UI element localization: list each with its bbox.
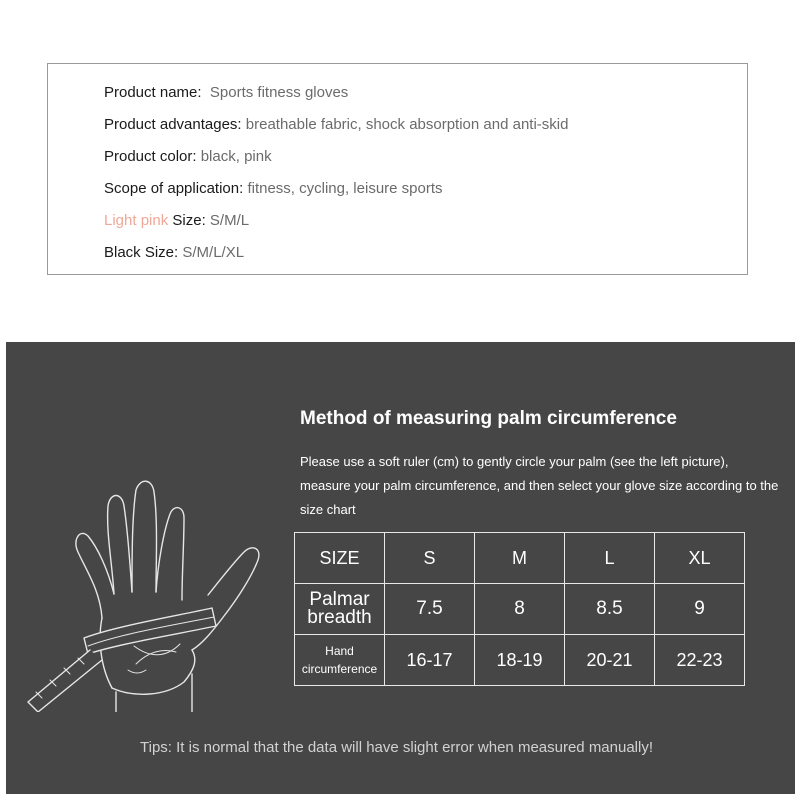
size-header-cell: M bbox=[475, 533, 565, 584]
product-advantages-row bbox=[104, 116, 568, 133]
table-cell: 9 bbox=[655, 584, 745, 635]
product-advantages-label: Product advantages: bbox=[104, 116, 242, 133]
pink-size-color-label: Light pink bbox=[104, 212, 169, 229]
size-header-cell: L bbox=[565, 533, 655, 584]
palmar-breadth-row bbox=[295, 584, 745, 635]
table-cell: 8.5 bbox=[565, 584, 655, 635]
scope-value: fitness, cycling, leisure sports bbox=[247, 180, 443, 197]
black-size-row bbox=[104, 244, 244, 261]
table-cell: 7.5 bbox=[385, 584, 475, 635]
table-cell: 20-21 bbox=[565, 635, 655, 686]
product-name-value: Sports fitness gloves bbox=[209, 84, 349, 101]
size-header-cell: S bbox=[385, 533, 475, 584]
hand-circumference-row bbox=[295, 635, 745, 686]
black-size-label: Black Size: bbox=[104, 244, 179, 261]
product-name-row bbox=[104, 84, 348, 101]
panel-description: Please use a soft ruler (cm) to gently circle your palm (see the left picture), measure your palm circumference, and then select your glove size according to the size chart bbox=[300, 454, 779, 517]
palmar-breadth-label: Palmar breadth bbox=[295, 584, 385, 635]
size-header-cell: XL bbox=[655, 533, 745, 584]
panel-title: Method of measuring palm circumference bbox=[300, 408, 677, 429]
table-cell: 8 bbox=[475, 584, 565, 635]
product-color-label: Product color: bbox=[104, 148, 197, 165]
pink-size-value: S/M/L bbox=[209, 212, 250, 229]
size-chart-table bbox=[294, 532, 745, 686]
product-color-value: black, pink bbox=[200, 148, 272, 165]
product-info-box bbox=[47, 63, 748, 275]
size-header-label: SIZE bbox=[295, 533, 385, 584]
black-size-value: S/M/L/XL bbox=[182, 244, 245, 261]
table-cell: 22-23 bbox=[655, 635, 745, 686]
table-cell: 18-19 bbox=[475, 635, 565, 686]
tips-note: Tips: It is normal that the data will have slight error when measured manually! bbox=[140, 739, 654, 756]
hand-circumference-label: Hand circumference bbox=[295, 635, 385, 686]
pink-size-row bbox=[104, 212, 249, 229]
size-header-row bbox=[295, 533, 745, 584]
measurement-panel bbox=[6, 342, 795, 794]
scope-row bbox=[104, 180, 443, 197]
product-advantages-value: breathable fabric, shock absorption and anti-skid bbox=[245, 116, 569, 133]
product-color-row bbox=[104, 148, 272, 165]
pink-size-label: Size: bbox=[172, 212, 206, 229]
hand-measuring-tape-icon bbox=[16, 412, 281, 712]
table-cell: 16-17 bbox=[385, 635, 475, 686]
scope-label: Scope of application: bbox=[104, 180, 244, 197]
product-name-label: Product name: bbox=[104, 84, 202, 101]
